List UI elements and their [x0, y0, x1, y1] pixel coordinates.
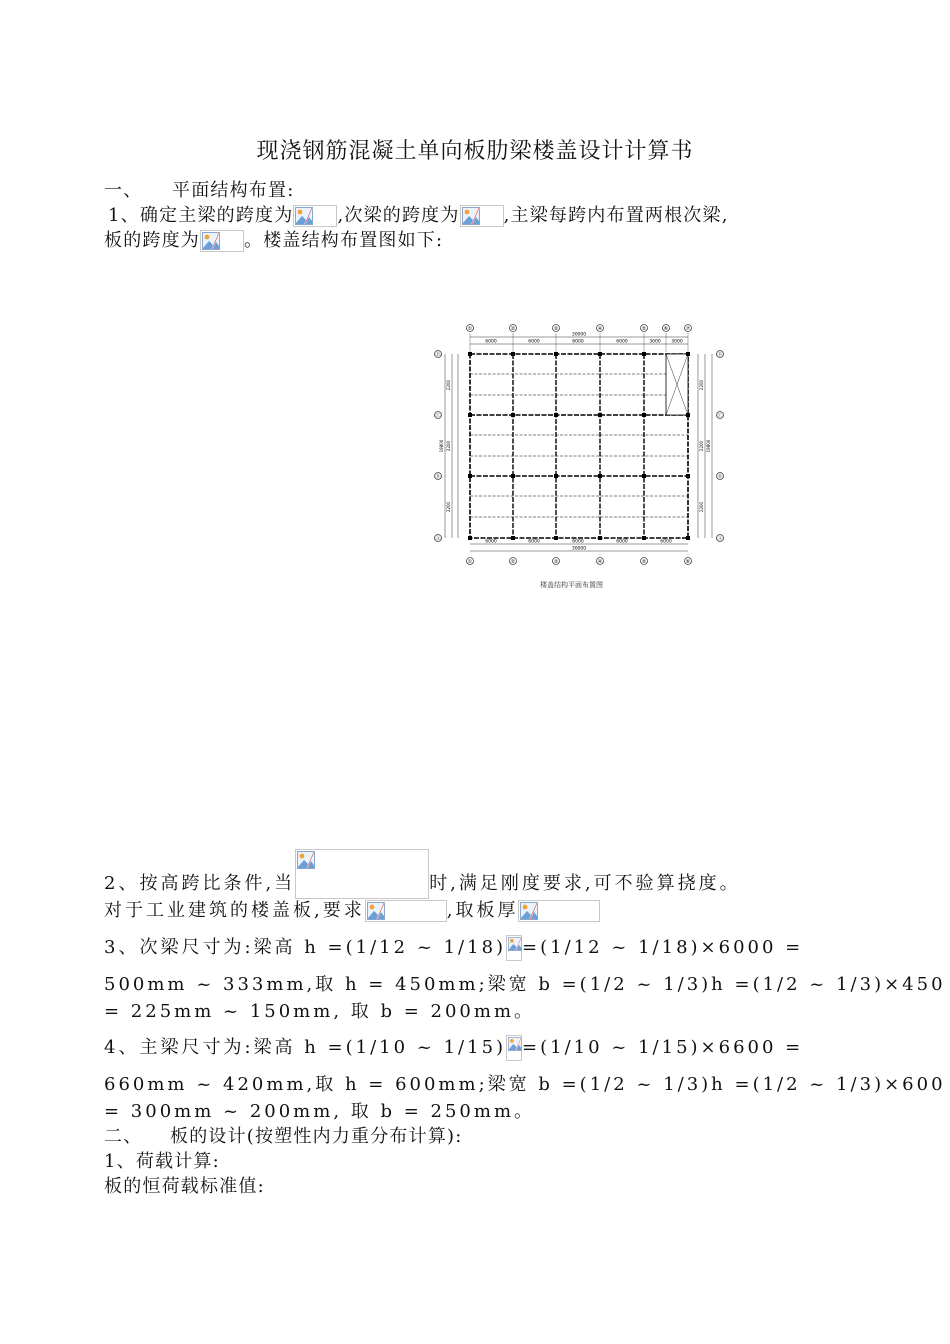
grid-label: Ⓓ [717, 352, 723, 358]
grid-label: ⑦ [685, 326, 691, 332]
grid-bubble [467, 558, 474, 566]
grid-bubble [597, 558, 604, 566]
left-row-dimension: 2200 [446, 379, 451, 391]
p2-text-b: 时,满足刚度要求,可不验算挠度。 [429, 873, 741, 894]
grid-label: ⑥ [685, 559, 691, 565]
main-beam-span-symbol-image [506, 1035, 522, 1061]
grid-label: Ⓐ [435, 536, 441, 542]
paragraph-4-line-2: 660mm ~ 420mm,取 h = 600mm;梁宽 b =(1/2 ~ 1/3)h =(1/2 ~ 1/3)×600 [104, 1074, 946, 1095]
grid-bubble [685, 558, 692, 566]
grid-bubble [510, 558, 517, 566]
section-1-heading: 平面结构布置: [172, 180, 295, 201]
top-span-dimension: 6000 [572, 339, 584, 345]
bottom-span-dimension: 6000 [485, 539, 497, 545]
section-1-number: 一、 [104, 180, 143, 201]
grid-label: ② [510, 326, 516, 332]
left-row-dimension: 2200 [446, 440, 451, 452]
plan-right-grid-bubbles [717, 351, 724, 543]
subsection-load-calculation: 1、荷载计算: [104, 1151, 220, 1172]
bottom-total-dimension: 30000 [571, 546, 587, 552]
grid-bubble [717, 412, 724, 420]
grid-bubble [435, 351, 442, 359]
grid-bubble [435, 412, 442, 420]
paragraph-4-line-3: = 300mm ~ 200mm, 取 b = 250mm。 [104, 1101, 536, 1122]
plan-left-dimensions [439, 354, 458, 538]
document-title: 现浇钢筋混凝土单向板肋梁楼盖设计计算书 [256, 139, 694, 164]
slab-thickness-requirement-image [365, 900, 447, 922]
grid-label: Ⓒ [717, 413, 723, 419]
paragraph-3-line-1 [104, 933, 803, 961]
floor-structure-plan [430, 320, 730, 570]
right-row-dimension: 2200 [699, 379, 704, 391]
top-span-dimension: 6000 [616, 339, 628, 345]
paragraph-3-line-2: 500mm ~ 333mm,取 h = 450mm;梁宽 b =(1/2 ~ 1/3)h =(1/2 ~ 1/3)×450 [104, 974, 946, 995]
slab-dead-load-label: 板的恒荷载标准值: [104, 1176, 265, 1197]
grid-bubble [510, 325, 517, 333]
grid-label: ① [467, 559, 473, 565]
grid-bubble [641, 325, 648, 333]
plan-bottom-dimensions [470, 539, 688, 552]
plan-top-dimensions [470, 332, 688, 353]
grid-label: Ⓒ [435, 413, 441, 419]
top-total-dimension: 30000 [571, 332, 587, 338]
p4-text-b: =(1/10 ~ 1/15)×6600 = [522, 1037, 804, 1058]
stair-opening [666, 354, 688, 415]
grid-label: Ⓓ [435, 352, 441, 358]
grid-bubble [717, 535, 724, 543]
broken-image-icon [508, 937, 522, 951]
left-row-dimension: 2200 [446, 501, 451, 513]
plan-top-grid-bubbles [467, 325, 692, 333]
grid-label: ② [510, 559, 516, 565]
grid-bubble [717, 473, 724, 481]
grid-label: ⑥ [663, 326, 669, 332]
grid-bubble [663, 325, 670, 333]
broken-image-icon [202, 232, 220, 250]
p2-text-d: ,取板厚 [446, 900, 519, 921]
grid-label: Ⓑ [435, 474, 441, 480]
secondary-beam-span-formula-image [460, 205, 504, 227]
p2-text-c: 对于工业建筑的楼盖板,要求 [104, 900, 365, 921]
p4-text-a: 4、主梁尺寸为:梁高 h =(1/10 ~ 1/15) [104, 1037, 507, 1058]
paragraph-1-line-2 [104, 226, 443, 252]
top-span-dimension: 6000 [485, 339, 497, 345]
grid-label: ③ [553, 559, 559, 565]
p3-text-a: 3、次梁尺寸为:梁高 h =(1/12 ~ 1/18) [104, 937, 507, 958]
main-beam-span-formula-image [293, 205, 337, 227]
span-depth-ratio-formula-image [295, 849, 429, 899]
grid-bubble [553, 558, 560, 566]
section-2-heading: 板的设计(按塑性内力重分布计算): [170, 1126, 463, 1147]
broken-image-icon [508, 1037, 522, 1051]
grid-bubble [641, 558, 648, 566]
plan-caption: 楼盖结构平面布置图 [540, 581, 603, 589]
p1-text-b: ,次梁的跨度为 [337, 205, 460, 226]
grid-bubble [435, 473, 442, 481]
p2-text-a: 2、按高跨比条件,当 [104, 873, 296, 894]
top-span-dimension: 6000 [528, 339, 540, 345]
grid-label: ⑤ [641, 326, 647, 332]
p3-text-b: =(1/12 ~ 1/18)×6000 = [522, 937, 804, 958]
right-total-dimension: 19800 [706, 439, 711, 453]
right-row-dimension: 2200 [699, 501, 704, 513]
grid-bubble [553, 325, 560, 333]
grid-label: ① [467, 326, 473, 332]
grid-label: Ⓑ [717, 474, 723, 480]
top-span-dimension: 3000 [671, 339, 683, 345]
grid-bubble [597, 325, 604, 333]
section-2-number: 二、 [104, 1126, 143, 1147]
paragraph-3-line-3: = 225mm ~ 150mm, 取 b = 200mm。 [104, 1001, 536, 1022]
p1-text-d: 板的跨度为 [104, 230, 200, 251]
paragraph-1-line-1 [108, 201, 729, 227]
p1-text-e: 。楼盖结构布置图如下: [244, 230, 444, 251]
bottom-span-dimension: 6000 [616, 539, 628, 545]
bottom-span-dimension: 6000 [660, 539, 672, 545]
grid-label: ④ [597, 326, 603, 332]
paragraph-4-line-1 [104, 1033, 803, 1061]
broken-image-icon [367, 902, 385, 920]
plan-right-dimensions [698, 354, 712, 538]
paragraph-2-line-2 [104, 896, 600, 922]
p1-text-c: ,主梁每跨内布置两根次梁, [503, 205, 729, 226]
grid-bubble [685, 325, 692, 333]
left-total-dimension: 19800 [439, 439, 444, 453]
grid-bubble [467, 325, 474, 333]
p1-text-a: 1、确定主梁的跨度为 [108, 205, 294, 226]
secondary-beam-span-symbol-image [506, 935, 522, 961]
grid-label: ③ [553, 326, 559, 332]
bottom-span-dimension: 6000 [528, 539, 540, 545]
grid-label: ⑤ [641, 559, 647, 565]
broken-image-icon [297, 851, 315, 869]
grid-bubble [435, 535, 442, 543]
slab-span-formula-image [200, 230, 244, 252]
paragraph-2-line-1 [104, 849, 741, 899]
right-row-dimension: 2200 [699, 440, 704, 452]
plan-frame [468, 352, 690, 540]
plan-bottom-grid-bubbles [467, 558, 692, 566]
slab-thickness-value-image [518, 900, 600, 922]
broken-image-icon [520, 902, 538, 920]
grid-bubble [717, 351, 724, 359]
broken-image-icon [462, 207, 480, 225]
broken-image-icon [295, 207, 313, 225]
grid-label: ④ [597, 559, 603, 565]
grid-label: Ⓐ [717, 536, 723, 542]
bottom-span-dimension: 6000 [572, 539, 584, 545]
top-span-dimension: 3000 [649, 339, 661, 345]
